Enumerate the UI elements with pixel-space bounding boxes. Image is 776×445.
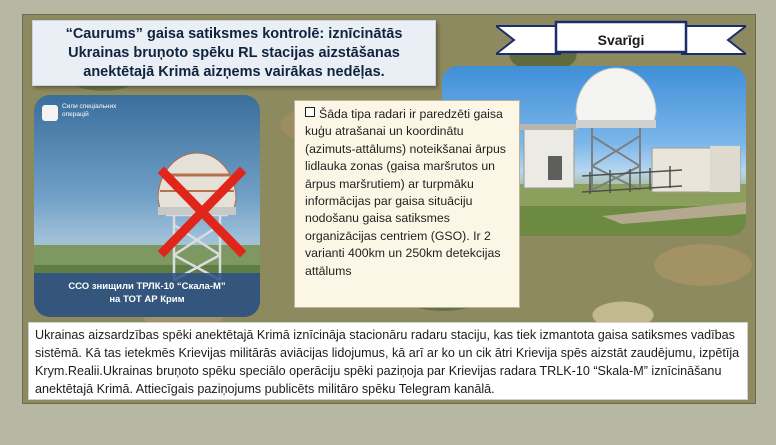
slide-title [32, 20, 436, 86]
checkbox-bullet-icon [305, 107, 315, 117]
article-summary [28, 322, 748, 400]
sso-logo-icon [42, 105, 58, 121]
destroyed-radar-photo [34, 95, 260, 317]
radar-info-box [294, 100, 520, 308]
article-summary-text: Ukrainas aizsardzības spēki anektētajā Krimā iznīcināja stacionāru radaru staciju, kas tiek izmantota gaisa satiksmes vadības sistēmā. Kā tas ietekmēs Krievijas militārās aviācijas lidojumus, kā arī ar ko un cik ātri Krievija spēs aizstāt zaudējumu, izpētīja Krym.Realii.Ukrainas bruņoto spēku speciālo operāciju spēki paziņoja par Krievijas radara TRLK-10 “Skala-M” iznīcināšanu anektētajā Krimā. Attiecīgais paziņojums publicēts militāro spēku Telegram kanālā. [35, 328, 740, 396]
sso-logo-text: Сили спеціальних операцій [62, 103, 117, 118]
slide-title-text: “Caurums” gaisa satiksmes kontrolē: iznīcinātās Ukrainas bruņoto spēku RL stacijas aizstāšanas anektētajā Krimā aizņems vairākas nedēļas. [65, 25, 403, 80]
important-ribbon [496, 20, 746, 60]
photo-caption-line2: на ТОТ АР Крим [109, 294, 185, 305]
photo-caption-line1: ССО знищили ТРЛК-10 “Скала-М” [68, 281, 226, 292]
ribbon-label: Svarīgi [597, 32, 645, 48]
radar-info-text: Šāda tipa radari ir paredzēti gaisa kuģu atrašanai un koordinātu (azimuts-attālums) noteikšanai ārpus lidlauka zonas (gaisa maršrutos un ārpus maršrutiem) ar turpmāku informācijas par gaisa situāciju nodošanu gaisa satiksmes organizācijas centriem (GSO). Ir 2 varianti 400km un 250km detekcijas attālums [305, 107, 506, 278]
